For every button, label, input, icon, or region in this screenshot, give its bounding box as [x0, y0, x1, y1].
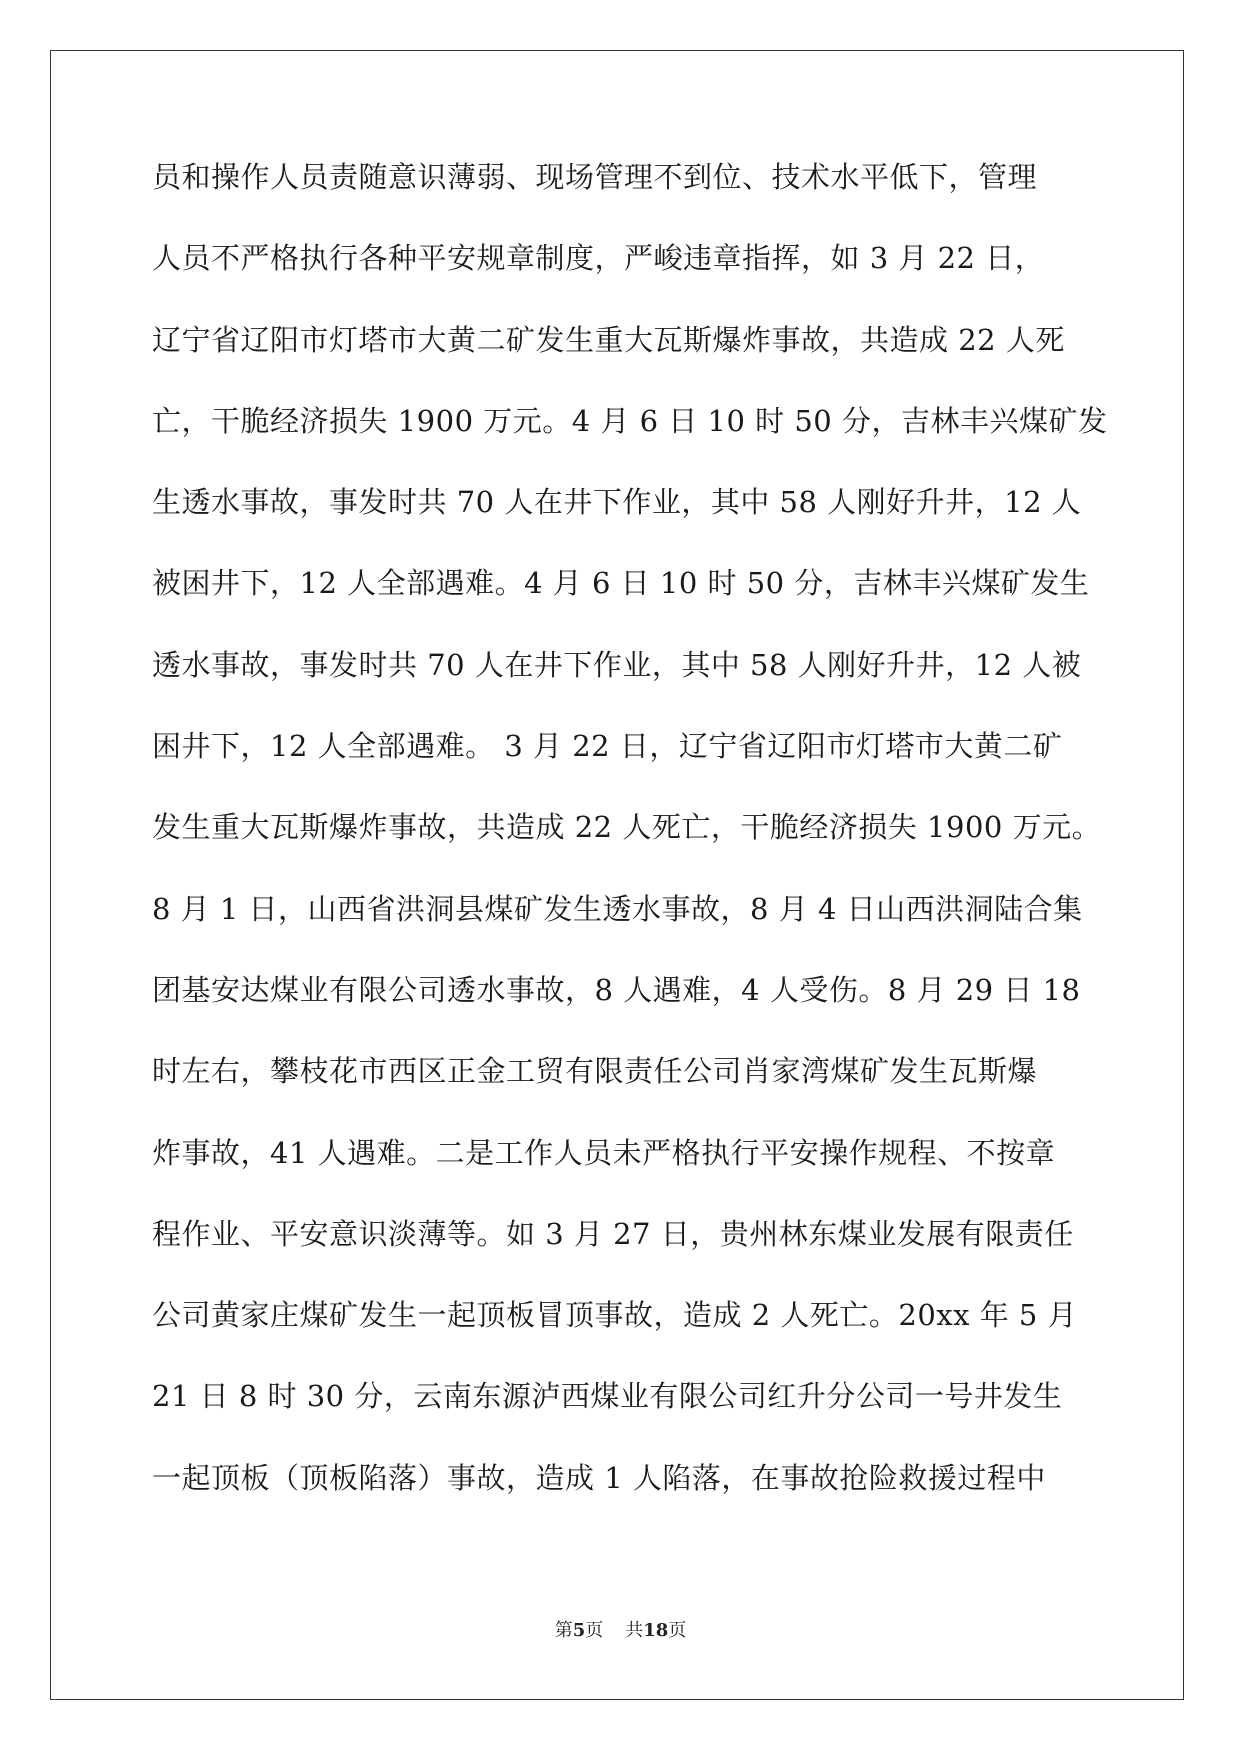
text-line: 生透水事故，事发时共 70 人在井下作业，其中 58 人刚好升井，12 人: [152, 485, 1082, 520]
body-text: [152, 160, 1108, 1544]
page-label-suffix: 页: [585, 1620, 604, 1641]
text-line: 炸事故，41 人遇难。二是工作人员未严格执行平安操作规程、不按章: [152, 1135, 1056, 1170]
text-line: 时左右，攀枝花市西区正金工贸有限责任公司肖家湾煤矿发生瓦斯爆: [152, 1054, 1038, 1089]
text-line: 发生重大瓦斯爆炸事故，共造成 22 人死亡，干脆经济损失 1900 万元。: [152, 810, 1102, 845]
page-label-prefix: 第: [554, 1620, 573, 1641]
text-line: 一起顶板（顶板陷落）事故，造成 1 人陷落，在事故抢险救援过程中: [152, 1460, 1046, 1495]
text-line: 困井下，12 人全部遇难。 3 月 22 日，辽宁省辽阳市灯塔市大黄二矿: [152, 729, 1063, 764]
text-line: 被困井下，12 人全部遇难。4 月 6 日 10 时 50 分，吉林丰兴煤矿发生: [152, 566, 1090, 601]
text-line: 亡，干脆经济损失 1900 万元。4 月 6 日 10 时 50 分，吉林丰兴煤矿发: [152, 403, 1108, 438]
text-line: 员和操作人员责随意识薄弱、现场管理不到位、技术水平低下，管理: [152, 160, 1038, 194]
text-line: 公司黄家庄煤矿发生一起顶板冒顶事故，造成 2 人死亡。20xx 年 5 月: [152, 1298, 1078, 1333]
text-line: 辽宁省辽阳市灯塔市大黄二矿发生重大瓦斯爆炸事故，共造成 22 人死: [152, 322, 1065, 357]
page-number: 5: [572, 1620, 586, 1641]
text-line: 人员不严格执行各种平安规章制度，严峻违章指挥，如 3 月 22 日，: [152, 241, 1045, 276]
page-footer: [0, 1616, 1241, 1642]
text-line: 程作业、平安意识淡薄等。如 3 月 27 日，贵州林东煤业发展有限责任: [152, 1216, 1074, 1251]
text-line: 21 日 8 时 30 分，云南东源泸西煤业有限公司红升分公司一号井发生: [152, 1379, 1063, 1414]
text-line: 团基安达煤业有限公司透水事故，8 人遇难，4 人受伤。8 月 29 日 18: [152, 972, 1081, 1007]
text-line: 8 月 1 日，山西省洪洞县煤矿发生透水事故，8 月 4 日山西洪洞陆合集: [152, 891, 1083, 926]
total-label-prefix: 共: [625, 1620, 644, 1641]
total-pages: 18: [643, 1620, 669, 1641]
text-line: 透水事故，事发时共 70 人在井下作业，其中 58 人刚好升井，12 人被: [152, 647, 1082, 682]
total-label-suffix: 页: [668, 1620, 687, 1641]
